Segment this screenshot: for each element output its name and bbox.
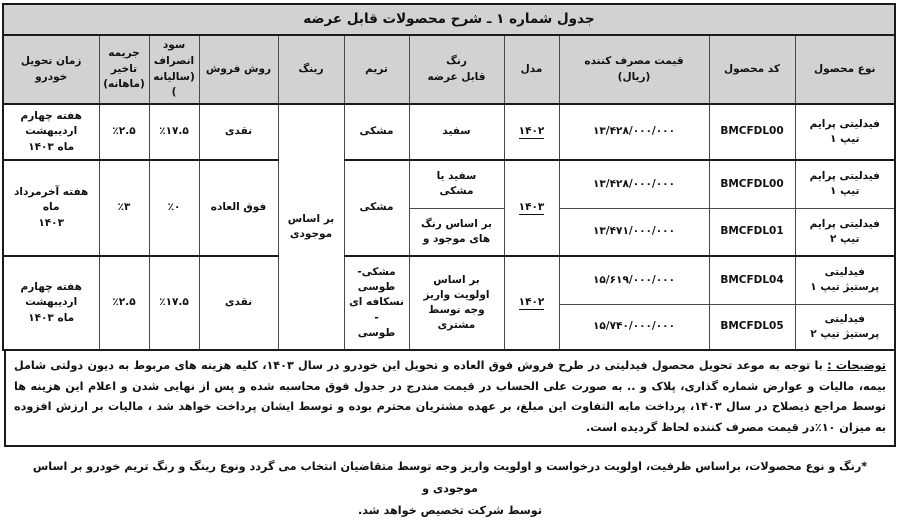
header-late-penalty-line3: (ماهانه)	[103, 78, 145, 91]
model-value: ۱۴۰۲	[518, 125, 545, 138]
product-type-line2: تیپ ۱	[830, 185, 860, 198]
cell-price: ۱۵/۷۴۰/۰۰۰/۰۰۰	[559, 304, 709, 350]
footnote-line-1: *رنگ و نوع محصولات، براساس ظرفیت، اولویت درخواست و اولویت واریز وجه توسط متقاضیان انتخاب می گردد ونوع رینگ و رنگ تریم خودرو بر اساس موجودی و	[32, 459, 868, 495]
cell-color	[409, 208, 504, 256]
product-type-line1: فیدلیتی پرایم	[809, 170, 880, 183]
delivery-time-line2: ماه ۱۴۰۳	[28, 140, 75, 153]
cell-color	[409, 160, 504, 208]
footnote-line-2: توسط شرکت تخصیص خواهد شد.	[357, 503, 543, 517]
header-consumer-price	[559, 35, 709, 104]
cell-delivery-time	[3, 160, 99, 256]
products-offer-table	[2, 3, 896, 351]
cell-late-penalty: ٪۲.۵	[99, 256, 149, 350]
model-value: ۱۴۰۳	[518, 201, 545, 214]
delivery-time-line2: ماه ۱۴۰۳	[28, 311, 75, 324]
header-late-penalty-line2: تاخیر	[110, 62, 138, 75]
header-cancellation-profit-line3: (سالیانه)	[153, 70, 195, 99]
cell-product-type	[795, 160, 895, 208]
cell-delivery-time	[3, 104, 99, 160]
notes-body: با توجه به موعد تحویل محصول فیدلیتی در طرح فروش فوق العاده و تحویل این خودرو در سال ۱۴۰۳، کلیه هزینه های مربوط به دیون دولتی شامل بیمه، مالیات و عوارض شماره گذاری، پلاک و .. به صورت علی الحساب در قیمت مندرج در جدول فوق محاسبه شده و پس از نهایی شدن و اعلام این هزینه ها توسط مراجع ذیصلاح در سال ۱۴۰۳، پرداخت مابه التفاوت این مبلغ، بر عهده مشتریان محترم بوده و توسط ایشان پرداخت خواهد شد ، مالیات بر ارزش افزوده به میزان ۱۰٪در قیمت مصرف کننده لحاظ گردیده است.	[14, 359, 886, 435]
cell-trim: مشکی	[344, 104, 409, 160]
color-line1: بر اساس	[433, 273, 480, 286]
cell-sales-method: نقدی	[199, 256, 278, 350]
color-line1: سفید یا	[436, 170, 477, 183]
cell-product-type	[795, 304, 895, 350]
cell-product-code: BMCFDL00	[709, 160, 795, 208]
table-header-row	[3, 35, 895, 104]
cell-late-penalty: ٪۲.۵	[99, 104, 149, 160]
product-type-line2: تیپ ۲	[830, 232, 860, 245]
delivery-time-line1: هفته چهارم اردیبهشت	[20, 281, 82, 309]
notes-box	[4, 351, 896, 447]
header-trim: تریم	[344, 35, 409, 104]
product-type-line1: فیدلیتی پرایم	[809, 117, 880, 130]
cell-late-penalty: ٪۳	[99, 160, 149, 256]
cell-color	[409, 256, 504, 350]
cell-model	[504, 160, 559, 256]
table-title: جدول شماره ۱ ـ شرح محصولات قابل عرضه	[3, 4, 895, 35]
cell-trim: مشکی	[344, 160, 409, 256]
cell-cancellation-profit: ٪۰	[149, 160, 199, 256]
color-line2: های موجود و	[422, 232, 491, 245]
trim-line4: طوسی	[357, 326, 396, 339]
cell-cancellation-profit: ٪۱۷.۵	[149, 104, 199, 160]
header-rim: رینگ	[278, 35, 344, 104]
cell-price: ۱۳/۴۷۱/۰۰۰/۰۰۰	[559, 208, 709, 256]
cell-model	[504, 256, 559, 350]
product-type-line1: فیدلیتی	[824, 312, 865, 325]
header-product-code: کد محصول	[709, 35, 795, 104]
footnote-block	[4, 447, 896, 521]
product-type-line2: پرستیژ تیپ ۱	[810, 281, 880, 294]
cell-product-type	[795, 104, 895, 160]
trim-line3: نسکافه ای -	[349, 296, 404, 324]
delivery-time-line1: هفته چهارم اردیبهشت	[20, 110, 82, 138]
header-available-color-line2: قابل عرضه	[427, 70, 486, 83]
cell-cancellation-profit: ٪۱۷.۵	[149, 256, 199, 350]
delivery-time-line2: ۱۴۰۳	[38, 216, 64, 229]
cell-price: ۱۵/۶۱۹/۰۰۰/۰۰۰	[559, 256, 709, 304]
header-late-penalty-line1: جریمه	[108, 46, 140, 59]
cell-product-type	[795, 208, 895, 256]
cell-product-code: BMCFDL05	[709, 304, 795, 350]
product-type-line1: فیدلیتی پرایم	[809, 217, 880, 230]
trim-line2: طوسی	[357, 281, 396, 294]
table-row	[3, 160, 895, 208]
header-delivery-time: زمان تحویل خودرو	[3, 35, 99, 104]
trim-line1: مشکی-	[357, 265, 396, 278]
product-type-line2: پرستیژ تیپ ۲	[810, 327, 880, 340]
model-value: ۱۴۰۲	[518, 296, 545, 309]
cell-price: ۱۳/۴۲۸/۰۰۰/۰۰۰	[559, 104, 709, 160]
cell-sales-method: نقدی	[199, 104, 278, 160]
table-title-row	[3, 4, 895, 35]
cell-price: ۱۳/۴۲۸/۰۰۰/۰۰۰	[559, 160, 709, 208]
table-row	[3, 256, 895, 304]
header-model: مدل	[504, 35, 559, 104]
cell-sales-method: فوق العاده	[199, 160, 278, 256]
color-line2: اولویت واریز	[423, 288, 490, 301]
cell-trim	[344, 256, 409, 350]
header-available-color-line1: رنگ	[446, 54, 467, 67]
header-cancellation-profit-line1: سود	[162, 39, 186, 51]
cell-model	[504, 104, 559, 160]
color-line4: مشتری	[437, 319, 476, 332]
cell-delivery-time	[3, 256, 99, 350]
product-type-line2: تیپ ۱	[830, 133, 860, 145]
header-consumer-price-line2: (ریال)	[617, 70, 651, 83]
header-late-penalty	[99, 35, 149, 104]
table-row	[3, 104, 895, 160]
header-product-type: نوع محصول	[795, 35, 895, 104]
cell-product-code: BMCFDL04	[709, 256, 795, 304]
notes-label: توضیحات :	[827, 359, 887, 372]
color-line3: وجه توسط	[428, 304, 485, 316]
header-sales-method: روش فروش	[199, 35, 278, 104]
cell-product-type	[795, 256, 895, 304]
header-consumer-price-line1: قیمت مصرف کننده	[584, 54, 684, 67]
header-cancellation-profit	[149, 35, 199, 104]
color-line1: بر اساس رنگ	[421, 217, 492, 230]
cell-product-code: BMCFDL01	[709, 208, 795, 256]
product-type-line1: فیدلیتی	[824, 266, 865, 279]
cell-rim: بر اساس موجودی	[278, 104, 344, 350]
header-cancellation-profit-line2: انصراف	[153, 54, 195, 67]
header-available-color	[409, 35, 504, 104]
cell-color: سفید	[409, 104, 504, 160]
cell-product-code: BMCFDL00	[709, 104, 795, 160]
delivery-time-line1: هفته آخرمرداد ماه	[14, 186, 89, 214]
color-line2: مشکی	[439, 185, 474, 198]
